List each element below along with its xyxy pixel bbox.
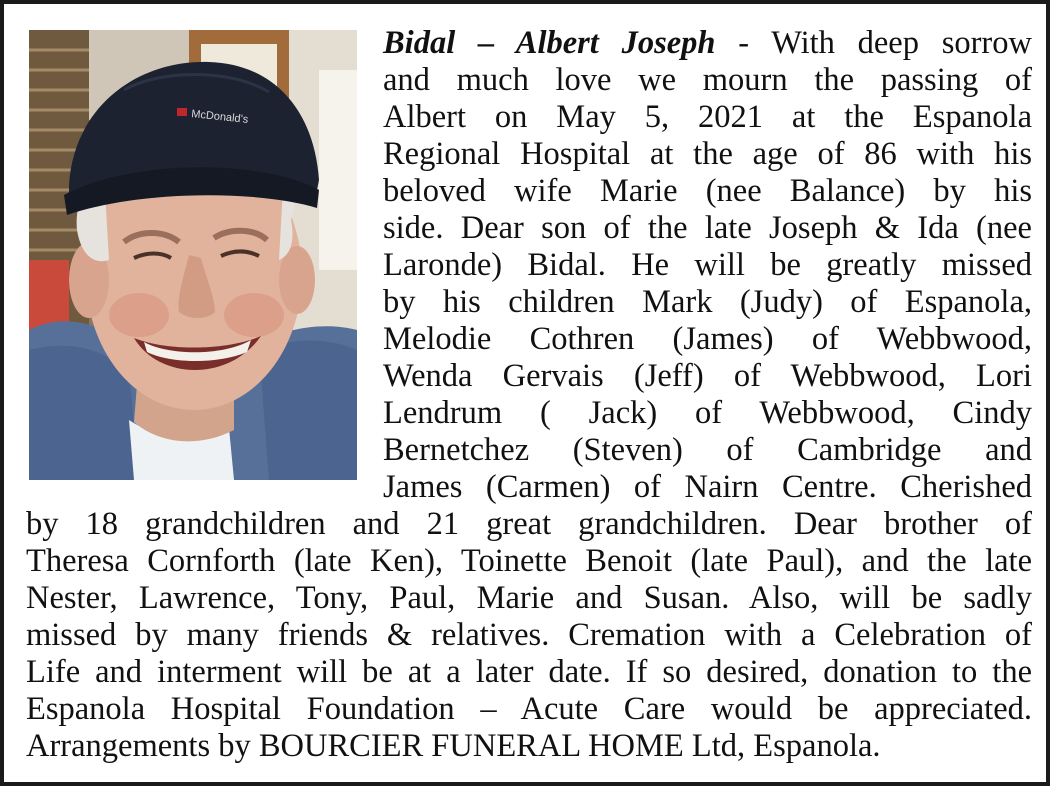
- obituary-line: missed by many friends & relatives. Cremation with a Celebration of: [26, 617, 1032, 653]
- portrait-photo: [29, 30, 357, 480]
- obituary-line: Regional Hospital at the age of 86 with his: [383, 136, 1032, 172]
- obituary-line: side. Dear son of the late Joseph & Ida (nee: [383, 210, 1032, 246]
- obituary-line: Bernetchez (Steven) of Cambridge and: [383, 432, 1032, 468]
- obituary-line: Albert on May 5, 2021 at the Espanola: [383, 99, 1032, 135]
- obituary-line: by 18 grandchildren and 21 great grandchildren. Dear brother of: [26, 506, 1032, 542]
- obituary-line: Lendrum ( Jack) of Webbwood, Cindy: [383, 395, 1032, 431]
- obituary-line: Melodie Cothren (James) of Webbwood,: [383, 321, 1032, 357]
- obituary-line: by his children Mark (Judy) of Espanola,: [383, 284, 1032, 320]
- obituary-line: James (Carmen) of Nairn Centre. Cherished: [383, 469, 1032, 505]
- obituary-line: Theresa Cornforth (late Ken), Toinette Benoit (late Paul), and the late: [26, 543, 1032, 579]
- obituary-line: Nester, Lawrence, Tony, Paul, Marie and Susan. Also, will be sadly: [26, 580, 1032, 616]
- obituary-line: beloved wife Marie (nee Balance) by his: [383, 173, 1032, 209]
- obituary-line: Life and interment will be at a later date. If so desired, donation to the: [26, 654, 1032, 690]
- deceased-name: Bidal – Albert Joseph: [383, 25, 716, 61]
- obituary-line: Laronde) Bidal. He will be greatly missed: [383, 247, 1032, 283]
- obituary-line: Bidal – Albert Joseph - With deep sorrow: [383, 25, 1032, 61]
- obituary-line: Espanola Hospital Foundation – Acute Care would be appreciated.: [26, 691, 1032, 727]
- obituary-line: and much love we mourn the passing of: [383, 62, 1032, 98]
- cap-logo-text: McDonald's: [190, 108, 249, 126]
- obituary-line: Arrangements by BOURCIER FUNERAL HOME Ltd, Espanola.: [26, 728, 881, 764]
- obituary-line: Wenda Gervais (Jeff) of Webbwood, Lori: [383, 358, 1032, 394]
